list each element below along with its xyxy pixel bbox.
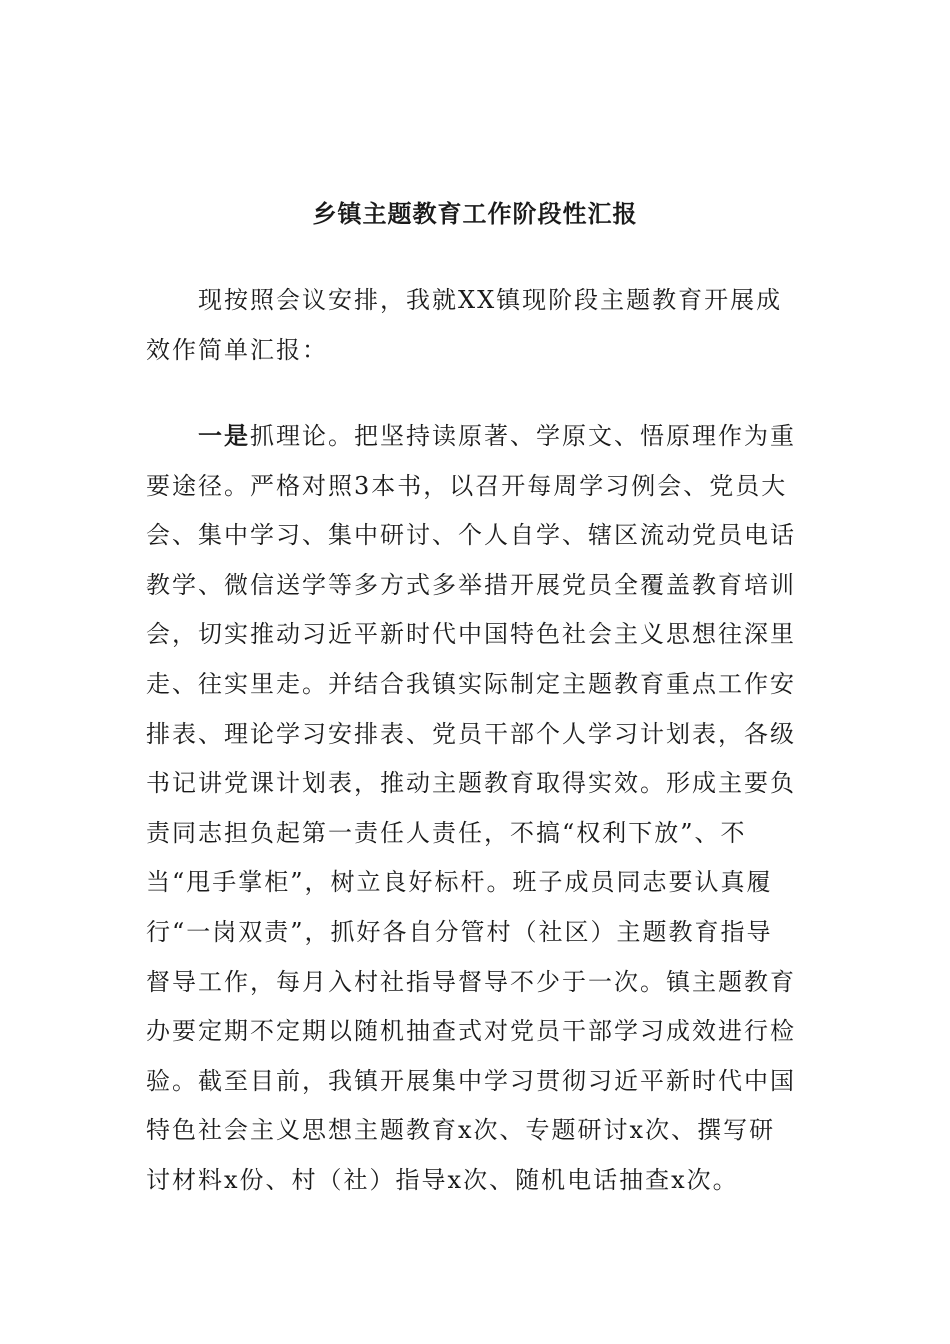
intro-paragraph: 现按照会议安排，我就XX镇现阶段主题教育开展成效作简单汇报： xyxy=(146,286,783,364)
section-paragraph xyxy=(146,411,796,1206)
section-body: 抓理论。把坚持读原著、学原文、悟原理作为重要途径。严格对照3本书，以召开每周学习例会、党员大会、集中学习、集中研讨、个人自学、辖区流动党员电话教学、微信送学等多方式多举措开展党员全覆盖教育培训会，切实推动习近平新时代中国特色社会主义思想往深里走、往实里走。并结合我镇实际制定主题教育重点工作安排表、理论学习安排表、党员干部个人学习计划表，各级书记讲党课计划表，推动主题教育取得实效。形成主要负责同志担负起第一责任人责任，不搞“权利下放”、不当“甩手掌柜”，树立良好标杆。班子成员同志要认真履行“一岗双责”，抓好各自分管村（社区）主题教育指导督导工作，每月入村社指导督导不少于一次。镇主题教育办要定期不定期以随机抽查式对党员干部学习成效进行检验。截至目前，我镇开展集中学习贯彻习近平新时代中国特色社会主义思想主题教育x次、专题研讨x次、撰写研讨材料x份、村（社）指导x次、随机电话抽查x次。 xyxy=(146,422,796,1194)
document-title: 乡镇主题教育工作阶段性汇报 xyxy=(312,199,638,228)
section-lead: 一是 xyxy=(198,421,250,450)
